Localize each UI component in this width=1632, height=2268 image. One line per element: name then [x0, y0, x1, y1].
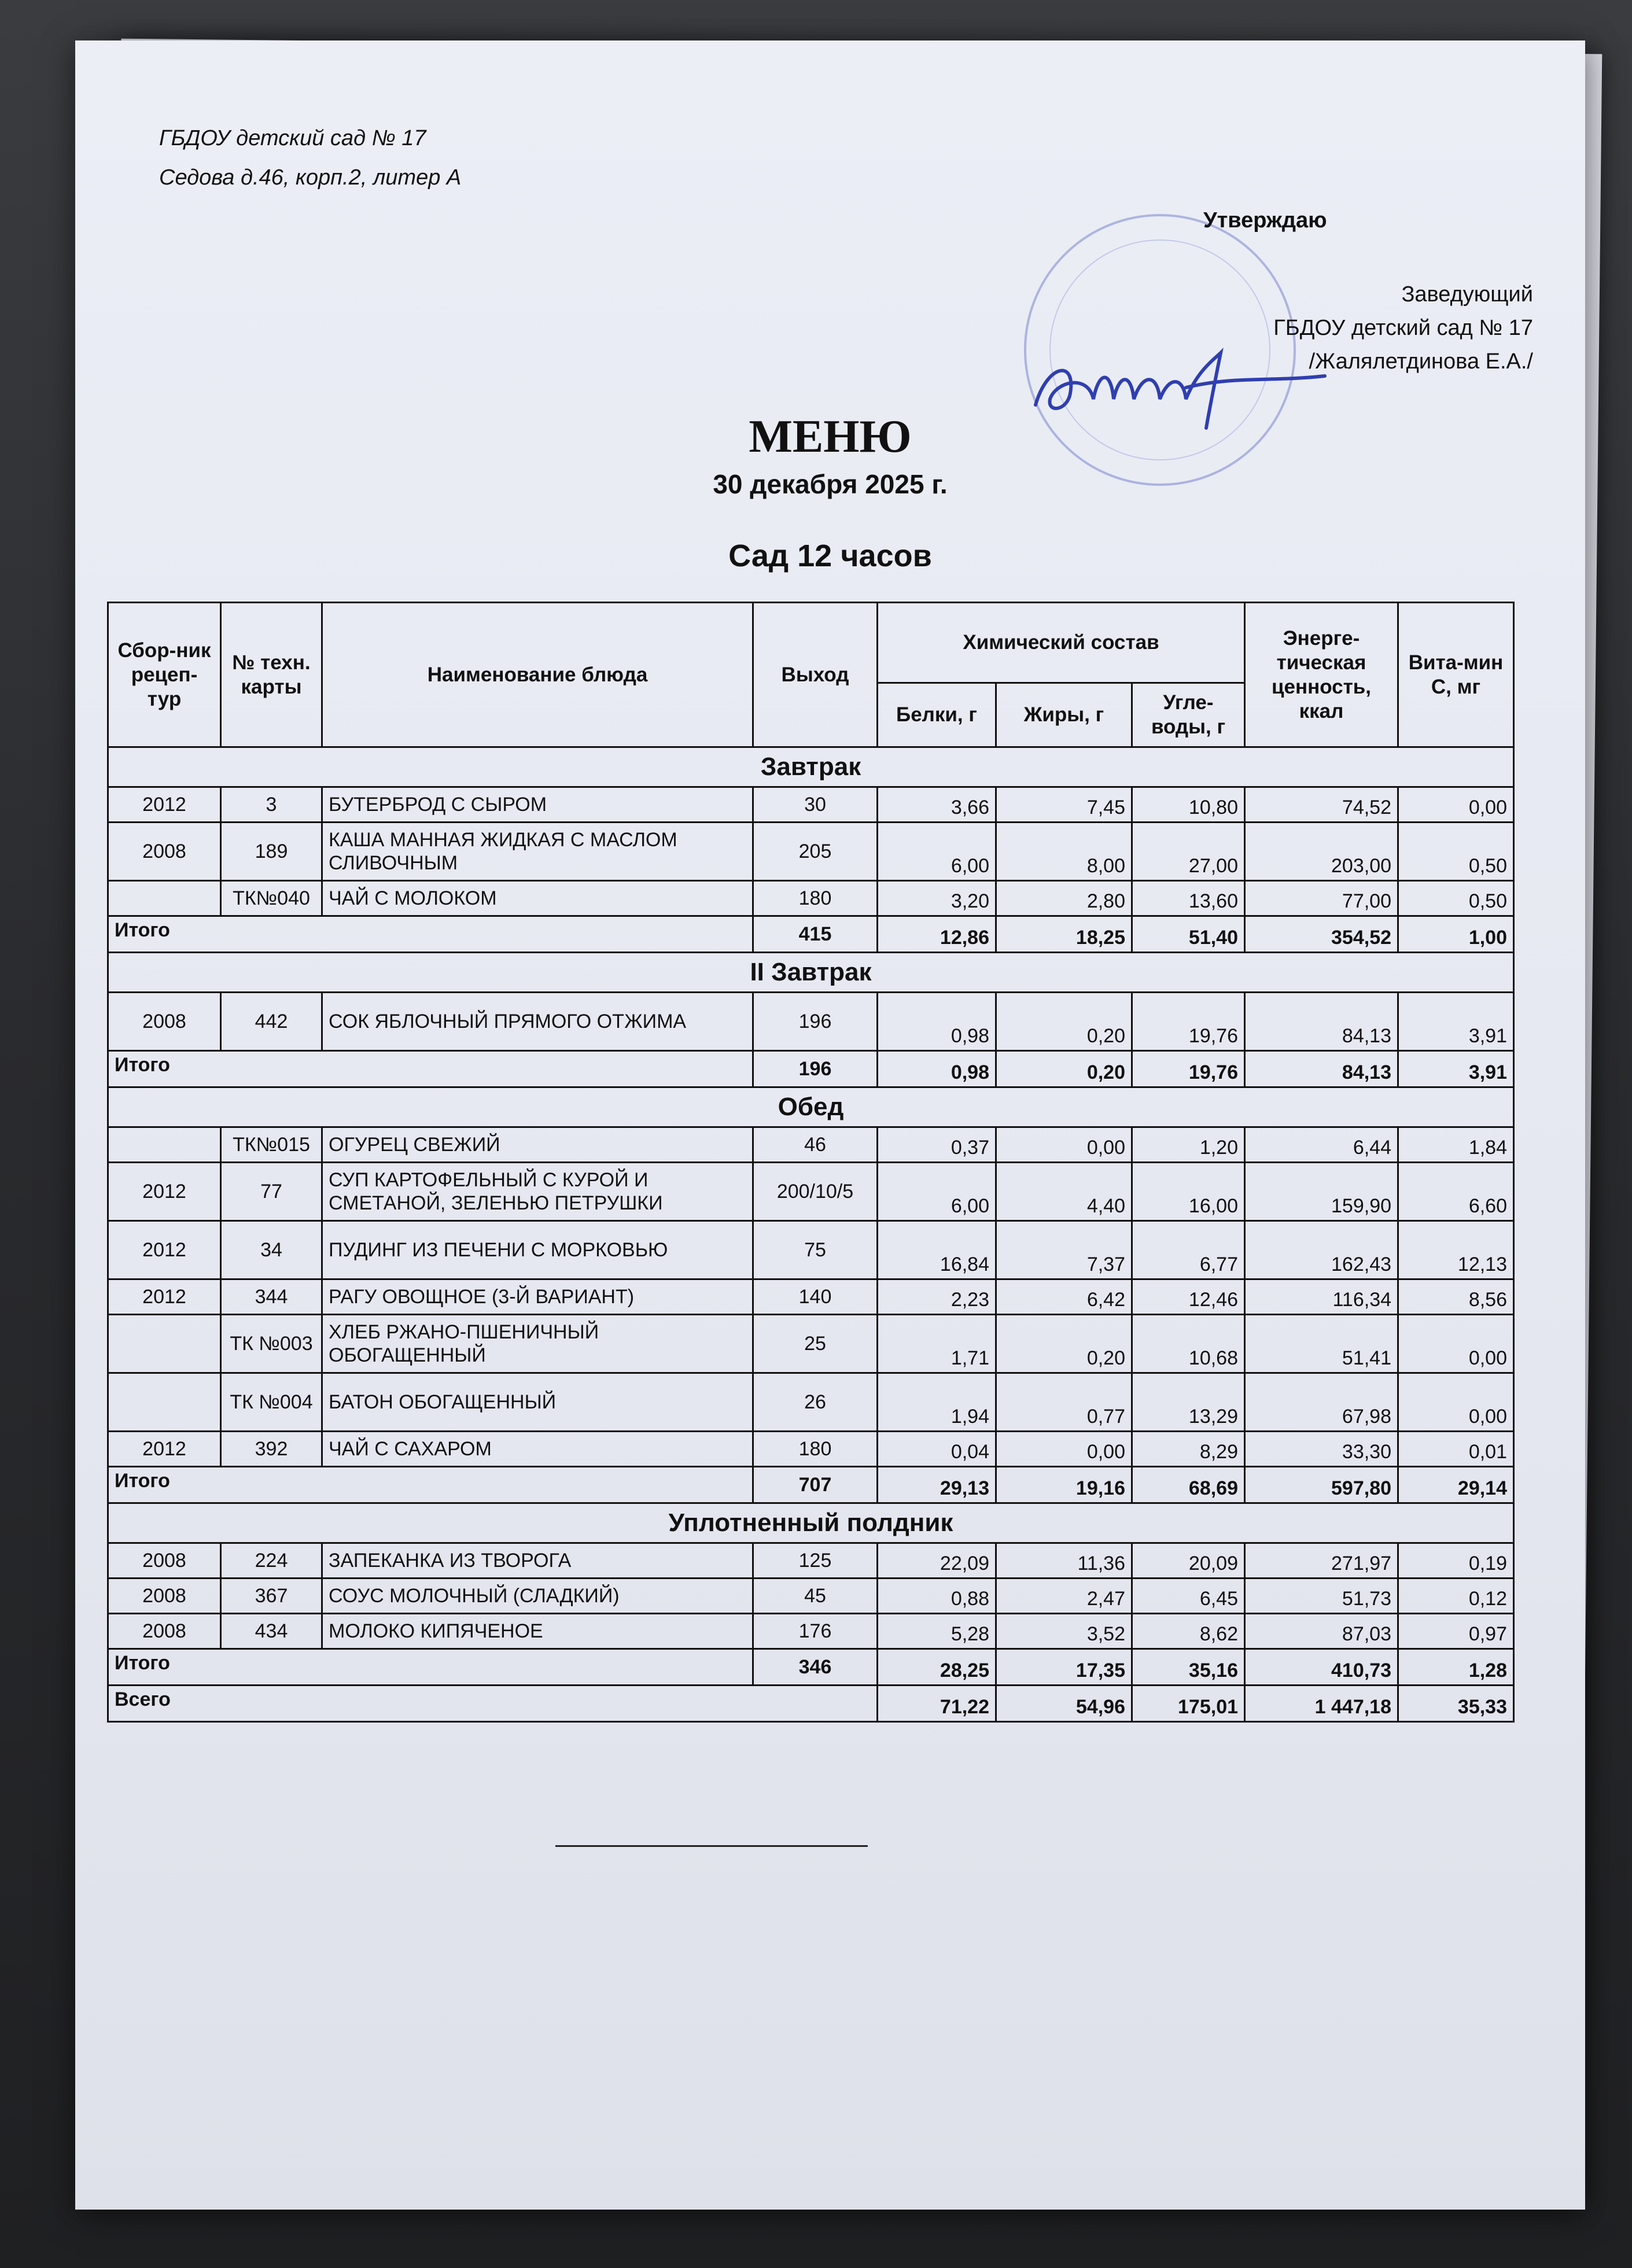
- table-row: [108, 1315, 1514, 1373]
- cell-protein: 2,23: [878, 1279, 996, 1315]
- cell-card-number: 77: [221, 1163, 322, 1221]
- table-row: [108, 1432, 1514, 1467]
- section-total-row: [108, 916, 1514, 953]
- section-title: Уплотненный полдник: [108, 1503, 1514, 1543]
- cell-energy: 271,97: [1245, 1543, 1398, 1579]
- cell-protein: 1,71: [878, 1315, 996, 1373]
- cell-card-number: 34: [221, 1221, 322, 1279]
- total-fat: 18,25: [996, 916, 1132, 953]
- cell-carbs: 19,76: [1132, 993, 1245, 1051]
- menu-table: [107, 602, 1515, 1723]
- table-row: [108, 787, 1514, 823]
- cell-protein: 0,37: [878, 1127, 996, 1163]
- cell-carbs: 12,46: [1132, 1279, 1245, 1315]
- cell-fat: 7,45: [996, 787, 1132, 823]
- menu-table-body: [108, 747, 1514, 1722]
- cell-vitamin: 1,84: [1398, 1127, 1514, 1163]
- grand-total-row: [108, 1686, 1514, 1722]
- grand-total-energy: 1 447,18: [1245, 1686, 1398, 1722]
- table-row: [108, 1373, 1514, 1432]
- cell-carbs: 10,80: [1132, 787, 1245, 823]
- organization-name: ГБДОУ детский сад № 17: [159, 126, 426, 150]
- cell-carbs: 13,60: [1132, 881, 1245, 916]
- table-row: [108, 1279, 1514, 1315]
- cell-vitamin: 6,60: [1398, 1163, 1514, 1221]
- cell-collection: [108, 1315, 221, 1373]
- section-header-row: [108, 1503, 1514, 1543]
- cell-carbs: 1,20: [1132, 1127, 1245, 1163]
- total-output: 196: [753, 1051, 878, 1087]
- cell-output: 205: [753, 823, 878, 881]
- total-label: Итого: [108, 916, 753, 953]
- header-fat: Жиры, г: [996, 683, 1132, 747]
- header-chemical-composition: Химический состав: [878, 603, 1245, 683]
- cell-dish-name: ПУДИНГ ИЗ ПЕЧЕНИ С МОРКОВЬЮ: [322, 1221, 753, 1279]
- cell-fat: 6,42: [996, 1279, 1132, 1315]
- cell-dish-name: БАТОН ОБОГАЩЕННЫЙ: [322, 1373, 753, 1432]
- section-total-row: [108, 1467, 1514, 1503]
- cell-carbs: 10,68: [1132, 1315, 1245, 1373]
- cell-dish-name: ОГУРЕЦ СВЕЖИЙ: [322, 1127, 753, 1163]
- cell-card-number: 344: [221, 1279, 322, 1315]
- cell-protein: 0,04: [878, 1432, 996, 1467]
- cell-energy: 203,00: [1245, 823, 1398, 881]
- cell-energy: 6,44: [1245, 1127, 1398, 1163]
- table-row: [108, 1127, 1514, 1163]
- cell-carbs: 6,45: [1132, 1579, 1245, 1614]
- total-carbs: 35,16: [1132, 1649, 1245, 1686]
- table-row: [108, 1543, 1514, 1579]
- cell-card-number: ТК №004: [221, 1373, 322, 1432]
- total-vitamin: 1,28: [1398, 1649, 1514, 1686]
- total-output: 415: [753, 916, 878, 953]
- cell-protein: 5,28: [878, 1614, 996, 1649]
- total-fat: 17,35: [996, 1649, 1132, 1686]
- cell-energy: 87,03: [1245, 1614, 1398, 1649]
- table-row: [108, 1614, 1514, 1649]
- cell-vitamin: 0,00: [1398, 1315, 1514, 1373]
- group-title: Сад 12 часов: [728, 539, 932, 573]
- total-vitamin: 3,91: [1398, 1051, 1514, 1087]
- cell-fat: 2,80: [996, 881, 1132, 916]
- cell-fat: 0,00: [996, 1432, 1132, 1467]
- cell-fat: 8,00: [996, 823, 1132, 881]
- cell-collection: 2008: [108, 823, 221, 881]
- cell-card-number: ТК №003: [221, 1315, 322, 1373]
- cell-card-number: ТК№040: [221, 881, 322, 916]
- cell-collection: 2008: [108, 1614, 221, 1649]
- cell-collection: 2008: [108, 993, 221, 1051]
- cell-carbs: 27,00: [1132, 823, 1245, 881]
- cell-output: 176: [753, 1614, 878, 1649]
- cell-dish-name: ЧАЙ С САХАРОМ: [322, 1432, 753, 1467]
- cell-output: 45: [753, 1579, 878, 1614]
- cell-card-number: 3: [221, 787, 322, 823]
- grand-total-protein: 71,22: [878, 1686, 996, 1722]
- cell-vitamin: 0,01: [1398, 1432, 1514, 1467]
- cell-dish-name: РАГУ ОВОЩНОЕ (3-Й ВАРИАНТ): [322, 1279, 753, 1315]
- cell-energy: 33,30: [1245, 1432, 1398, 1467]
- total-carbs: 51,40: [1132, 916, 1245, 953]
- cell-vitamin: 0,50: [1398, 881, 1514, 916]
- table-row: [108, 823, 1514, 881]
- cell-energy: 84,13: [1245, 993, 1398, 1051]
- header-vitamin: Вита-мин С, мг: [1398, 603, 1514, 747]
- cell-collection: 2012: [108, 1432, 221, 1467]
- cell-energy: 51,41: [1245, 1315, 1398, 1373]
- cell-dish-name: СОУС МОЛОЧНЫЙ (СЛАДКИЙ): [322, 1579, 753, 1614]
- cell-energy: 77,00: [1245, 881, 1398, 916]
- approval-block: [1273, 278, 1533, 378]
- cell-dish-name: СУП КАРТОФЕЛЬНЫЙ С КУРОЙ И СМЕТАНОЙ, ЗЕЛЕНЬЮ ПЕТРУШКИ: [322, 1163, 753, 1221]
- total-protein: 12,86: [878, 916, 996, 953]
- section-title: Завтрак: [108, 747, 1514, 787]
- header-collection: Сбор-ник рецеп-тур: [108, 603, 221, 747]
- cell-fat: 2,47: [996, 1579, 1132, 1614]
- table-row: [108, 1221, 1514, 1279]
- cell-output: 26: [753, 1373, 878, 1432]
- cell-energy: 162,43: [1245, 1221, 1398, 1279]
- cell-vitamin: 0,00: [1398, 787, 1514, 823]
- cell-protein: 0,98: [878, 993, 996, 1051]
- section-header-row: [108, 747, 1514, 787]
- cell-vitamin: 0,00: [1398, 1373, 1514, 1432]
- cell-collection: 2012: [108, 1221, 221, 1279]
- cell-carbs: 16,00: [1132, 1163, 1245, 1221]
- grand-total-label: Всего: [108, 1686, 878, 1722]
- cell-energy: 51,73: [1245, 1579, 1398, 1614]
- approval-position: Заведующий: [1401, 282, 1533, 307]
- cell-collection: [108, 1127, 221, 1163]
- document-date: 30 декабря 2025 г.: [713, 469, 948, 499]
- cell-fat: 0,20: [996, 993, 1132, 1051]
- total-carbs: 68,69: [1132, 1467, 1245, 1503]
- cell-card-number: 367: [221, 1579, 322, 1614]
- table-row: [108, 993, 1514, 1051]
- cell-card-number: 434: [221, 1614, 322, 1649]
- section-title: Обед: [108, 1087, 1514, 1127]
- cell-protein: 1,94: [878, 1373, 996, 1432]
- total-output: 346: [753, 1649, 878, 1686]
- grand-total-fat: 54,96: [996, 1686, 1132, 1722]
- cell-output: 30: [753, 787, 878, 823]
- cell-dish-name: БУТЕРБРОД С СЫРОМ: [322, 787, 753, 823]
- cell-output: 75: [753, 1221, 878, 1279]
- cell-protein: 22,09: [878, 1543, 996, 1579]
- cell-carbs: 20,09: [1132, 1543, 1245, 1579]
- cell-dish-name: ЧАЙ С МОЛОКОМ: [322, 881, 753, 916]
- cell-collection: [108, 1373, 221, 1432]
- section-total-row: [108, 1649, 1514, 1686]
- table-row: [108, 881, 1514, 916]
- total-output: 707: [753, 1467, 878, 1503]
- total-vitamin: 29,14: [1398, 1467, 1514, 1503]
- header-output: Выход: [753, 603, 878, 747]
- approval-title: Утверждаю: [1203, 208, 1327, 233]
- total-vitamin: 1,00: [1398, 916, 1514, 953]
- cell-output: 46: [753, 1127, 878, 1163]
- total-carbs: 19,76: [1132, 1051, 1245, 1087]
- cell-energy: 74,52: [1245, 787, 1398, 823]
- total-protein: 0,98: [878, 1051, 996, 1087]
- cell-dish-name: МОЛОКО КИПЯЧЕНОЕ: [322, 1614, 753, 1649]
- cell-output: 125: [753, 1543, 878, 1579]
- total-fat: 19,16: [996, 1467, 1132, 1503]
- cell-fat: 0,00: [996, 1127, 1132, 1163]
- cell-dish-name: СОК ЯБЛОЧНЫЙ ПРЯМОГО ОТЖИМА: [322, 993, 753, 1051]
- cell-collection: [108, 881, 221, 916]
- cell-card-number: 189: [221, 823, 322, 881]
- section-header-row: [108, 1087, 1514, 1127]
- cell-vitamin: 12,13: [1398, 1221, 1514, 1279]
- total-energy: 354,52: [1245, 916, 1398, 953]
- cell-card-number: 442: [221, 993, 322, 1051]
- approval-organization: ГБДОУ детский сад № 17: [1273, 316, 1533, 340]
- total-energy: 84,13: [1245, 1051, 1398, 1087]
- cell-dish-name: КАША МАННАЯ ЖИДКАЯ С МАСЛОМ СЛИВОЧНЫМ: [322, 823, 753, 881]
- cell-vitamin: 0,97: [1398, 1614, 1514, 1649]
- cell-protein: 6,00: [878, 823, 996, 881]
- cell-output: 196: [753, 993, 878, 1051]
- cell-fat: 0,20: [996, 1315, 1132, 1373]
- cell-output: 180: [753, 1432, 878, 1467]
- cell-output: 200/10/5: [753, 1163, 878, 1221]
- total-protein: 29,13: [878, 1467, 996, 1503]
- total-label: Итого: [108, 1649, 753, 1686]
- cell-dish-name: ЗАПЕКАНКА ИЗ ТВОРОГА: [322, 1543, 753, 1579]
- cell-protein: 0,88: [878, 1579, 996, 1614]
- header-carbs: Угле-воды, г: [1132, 683, 1245, 747]
- cell-output: 140: [753, 1279, 878, 1315]
- cell-collection: 2012: [108, 787, 221, 823]
- cell-carbs: 13,29: [1132, 1373, 1245, 1432]
- total-energy: 410,73: [1245, 1649, 1398, 1686]
- cell-dish-name: ХЛЕБ РЖАНО-ПШЕНИЧНЫЙ ОБОГАЩЕННЫЙ: [322, 1315, 753, 1373]
- cell-protein: 3,66: [878, 787, 996, 823]
- grand-total-vitamin: 35,33: [1398, 1686, 1514, 1722]
- table-row: [108, 1163, 1514, 1221]
- cell-card-number: ТК№015: [221, 1127, 322, 1163]
- cell-vitamin: 0,19: [1398, 1543, 1514, 1579]
- section-total-row: [108, 1051, 1514, 1087]
- total-fat: 0,20: [996, 1051, 1132, 1087]
- cell-energy: 116,34: [1245, 1279, 1398, 1315]
- grand-total-carbs: 175,01: [1132, 1686, 1245, 1722]
- cell-card-number: 224: [221, 1543, 322, 1579]
- header-energy: Энерге-тическая ценность, ккал: [1245, 603, 1398, 747]
- cell-vitamin: 0,50: [1398, 823, 1514, 881]
- cell-collection: 2012: [108, 1279, 221, 1315]
- cell-protein: 6,00: [878, 1163, 996, 1221]
- header-card-number: № техн. карты: [221, 603, 322, 747]
- menu-document: [75, 40, 1585, 2210]
- header-dish-name: Наименование блюда: [322, 603, 753, 747]
- cell-collection: 2008: [108, 1579, 221, 1614]
- cell-vitamin: 8,56: [1398, 1279, 1514, 1315]
- cell-collection: 2012: [108, 1163, 221, 1221]
- cell-protein: 3,20: [878, 881, 996, 916]
- cell-collection: 2008: [108, 1543, 221, 1579]
- cell-vitamin: 0,12: [1398, 1579, 1514, 1614]
- organization-block: [159, 119, 461, 197]
- total-protein: 28,25: [878, 1649, 996, 1686]
- cell-protein: 16,84: [878, 1221, 996, 1279]
- total-label: Итого: [108, 1051, 753, 1087]
- cell-output: 180: [753, 881, 878, 916]
- document-title: МЕНЮ: [749, 411, 912, 462]
- cell-fat: 4,40: [996, 1163, 1132, 1221]
- cell-vitamin: 3,91: [1398, 993, 1514, 1051]
- cell-card-number: 392: [221, 1432, 322, 1467]
- cell-fat: 0,77: [996, 1373, 1132, 1432]
- table-row: [108, 1579, 1514, 1614]
- section-header-row: [108, 953, 1514, 993]
- approval-signatory: /Жалялетдинова Е.А./: [1309, 349, 1533, 374]
- cell-fat: 11,36: [996, 1543, 1132, 1579]
- cell-carbs: 8,29: [1132, 1432, 1245, 1467]
- cell-output: 25: [753, 1315, 878, 1373]
- section-title: II Завтрак: [108, 953, 1514, 993]
- cell-energy: 159,90: [1245, 1163, 1398, 1221]
- organization-address: Седова д.46, корп.2, литер А: [159, 165, 462, 190]
- total-energy: 597,80: [1245, 1467, 1398, 1503]
- header-protein: Белки, г: [878, 683, 996, 747]
- cell-carbs: 8,62: [1132, 1614, 1245, 1649]
- total-label: Итого: [108, 1467, 753, 1503]
- cell-fat: 7,37: [996, 1221, 1132, 1279]
- signature-line: [555, 1845, 868, 1847]
- cell-carbs: 6,77: [1132, 1221, 1245, 1279]
- cell-fat: 3,52: [996, 1614, 1132, 1649]
- cell-energy: 67,98: [1245, 1373, 1398, 1432]
